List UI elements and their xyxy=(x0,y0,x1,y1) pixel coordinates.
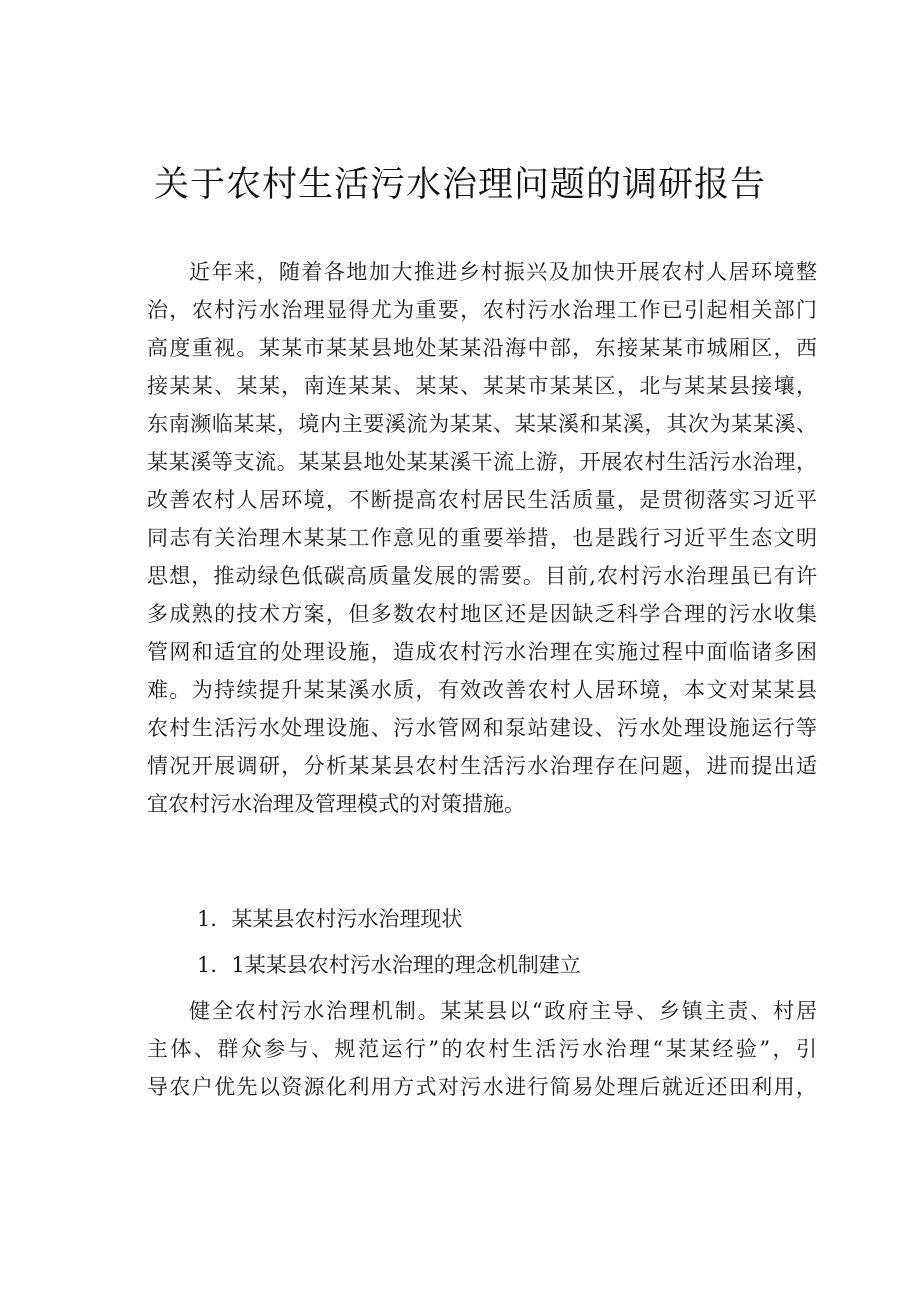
document-title: 关于农村生活污水治理问题的调研报告 xyxy=(153,165,766,205)
paragraph-line: 农村生活污水处理设施、污水管网和泵站建设、污水处理设施运行等 xyxy=(147,716,817,740)
paragraph-line: 同志有关治理木某某工作意见的重要举措，也是践行习近平生态文明 xyxy=(147,526,817,550)
mechanism-paragraph xyxy=(147,992,817,1106)
paragraph-line: 思想，推动绿色低碳高质量发展的需要。目前,农村污水治理虽已有许 xyxy=(147,564,817,588)
paragraph-line: 某某溪等支流。某某县地处某某溪干流上游，开展农村生活污水治理， xyxy=(147,450,817,474)
subsection-heading-text: 1．1某某县农村污水治理的理念机制建立 xyxy=(197,953,581,977)
paragraph-line: 管网和适宜的处理设施，造成农村污水治理在实施过程中面临诸多困 xyxy=(147,640,817,664)
paragraph-line: 多成熟的技术方案，但多数农村地区还是因缺乏科学合理的污水收集 xyxy=(147,602,817,626)
paragraph-line: 近年来，随着各地加大推进乡村振兴及加快开展农村人居环境整 xyxy=(189,260,817,284)
paragraph-line: 主体、群众参与、规范运行”的农村生活污水治理“某某经验”，引 xyxy=(147,1037,817,1061)
paragraph-line: 健全农村污水治理机制。某某县以“政府主导、乡镇主责、村居 xyxy=(189,999,817,1023)
paragraph-line: 接某某、某某，南连某某、某某、某某市某某区，北与某某县接壤， xyxy=(147,374,817,398)
paragraph-line: 改善农村人居环境，不断提高农村居民生活质量，是贯彻落实习近平 xyxy=(147,488,817,512)
paragraph-line: 治，农村污水治理显得尤为重要，农村污水治理工作已引起相关部门 xyxy=(147,298,817,322)
section-heading-text: 1．某某县农村污水治理现状 xyxy=(197,907,463,931)
paragraph-line: 情况开展调研，分析某某县农村生活污水治理存在问题，进而提出适 xyxy=(147,754,817,778)
section-heading-1 xyxy=(147,900,817,938)
section-heading-1-1 xyxy=(147,946,817,984)
intro-paragraph xyxy=(147,253,817,823)
paragraph-line: 导农户优先以资源化利用方式对污水进行简易处理后就近还田利用， xyxy=(147,1075,817,1099)
paragraph-line: 难。为持续提升某某溪水质，有效改善农村人居环境，本文对某某县 xyxy=(147,678,817,702)
paragraph-line: 宜农村污水治理及管理模式的对策措施。 xyxy=(147,792,525,816)
paragraph-line: 高度重视。某某市某某县地处某某沿海中部，东接某某市城厢区，西 xyxy=(147,336,817,360)
paragraph-line: 东南濒临某某，境内主要溪流为某某、某某溪和某溪，其次为某某溪、 xyxy=(147,412,817,436)
